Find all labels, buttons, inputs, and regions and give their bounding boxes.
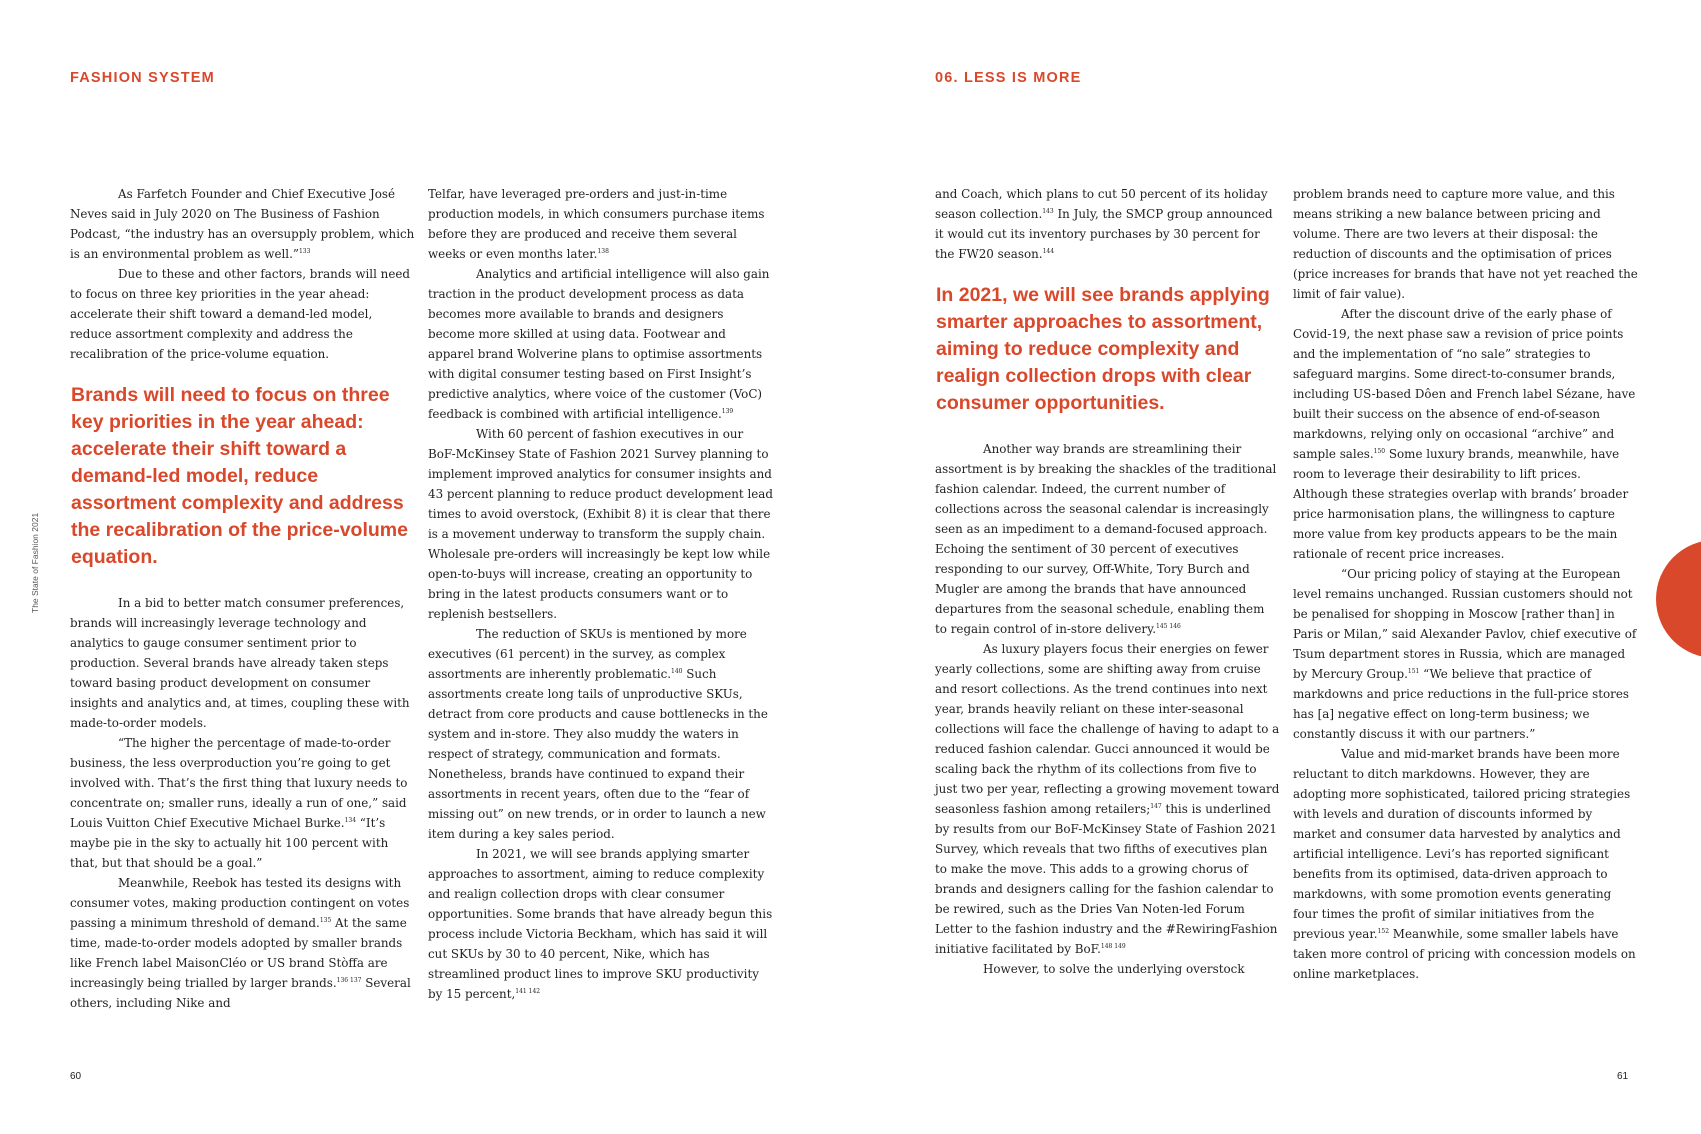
footnote-ref: 150 bbox=[1373, 448, 1386, 455]
footnote-ref: 145 146 bbox=[1156, 623, 1181, 630]
pull-quote: In 2021, we will see brands applying smarter approaches to assortment, aiming to reduce complexity and realign collection drops with clear consumer opportunities. bbox=[936, 284, 1270, 414]
paragraph: Telfar, have leveraged pre-orders and just-in-time production models, in which consumers purchase items before they are produced and receive them several weeks or even months later.$^{138}$ bbox=[428, 187, 765, 261]
page-number-right: 61 bbox=[1617, 1071, 1629, 1082]
column-2 bbox=[428, 184, 773, 1004]
paragraph: problem brands need to capture more value, and this means striking a new balance between pricing and volume. There are two levers at their disposal: the reduction of discounts and the optimisation of prices (price increases for brands that have not yet reached the limit of fair value). bbox=[1293, 187, 1638, 301]
footnote-ref: 144 bbox=[1042, 248, 1055, 255]
footnote-ref: 138 bbox=[597, 248, 609, 255]
footnote-ref: 135 bbox=[319, 917, 332, 924]
section-header-right: 06. LESS IS MORE bbox=[935, 70, 1082, 86]
paragraph: With 60 percent of fashion executives in our BoF-McKinsey State of Fashion 2021 Survey planning to implement improved analytics for consumer insights and 43 percent planning to reduce product development lead times to avoid overstock, (Exhibit 8) it is clear that there is a movement underway to transform the supply chain. Wholesale pre-orders will increasingly be kept low while open-to-buys will increase, creating an opportunity to bring in the latest products consumers want or to replenish bestsellers. bbox=[428, 427, 773, 621]
paragraph: “Our pricing policy of staying at the European level remains unchanged. Russian customers should not be penalised for shopping in Moscow [rather than] in Paris or Milan,” said Alexander Pavlov, chief executive of Tsum department stores in Russia, which are managed by Mercury Group.$^{151}$ “We believe that practice of markdowns and price reductions in the full-price stores has [a] negative effect on long-term business; we constantly discuss it with our partners.” bbox=[1293, 567, 1637, 741]
paragraph: In 2021, we will see brands applying smarter approaches to assortment, aiming to reduce complexity and realign collection drops with clear consumer opportunities. Some brands that have already begun this process include Victoria Beckham, which has said it will cut SKUs by 30 to 40 percent, Nike, which has streamlined product lines to improve SKU productivity by 15 percent,$^{141 142}$ bbox=[428, 847, 773, 1001]
paragraph: After the discount drive of the early phase of Covid-19, the next phase saw a revision of price points and the implementation of “no sale” strategies to safeguard margins. Some direct-to-consumer brands, including US-based Dôen and French label Sézane, have built their success on the absence of end-of-season markdowns, relying only on occasional “archive” and sample sales.$^{150}$ Some luxury brands, meanwhile, have room to leverage their desirability to lift prices. Although these strategies overlap with brands’ broader price harmonisation plans, the willingness to capture more value from key products appears to be the main rationale of recent price increases. bbox=[1293, 307, 1636, 561]
footnote-ref: 139 bbox=[721, 408, 734, 415]
paragraph: Meanwhile, Reebok has tested its designs with consumer votes, making production contingent on votes passing a minimum threshold of demand.$^{135}$ At the same time, made-to-order models adopted by smaller brands like French label MaisonCléo or US brand Stòffa are increasingly being trialled by larger brands.$^{136 137}$ Several others, including Nike and bbox=[70, 876, 411, 1010]
footnote-ref: 143 bbox=[1042, 208, 1054, 215]
footnote-ref: 133 bbox=[298, 248, 311, 255]
publication-side-label: The State of Fashion 2021 bbox=[30, 512, 40, 613]
section-header-left: FASHION SYSTEM bbox=[70, 70, 215, 86]
paragraph: In a bid to better match consumer preferences, brands will increasingly leverage technology and analytics to gauge consumer sentiment prior to production. Several brands have already taken steps toward basing product development on consumer insights and analytics and, at times, coupling these with made-to-order models. bbox=[70, 596, 410, 730]
paragraph: Due to these and other factors, brands will need to focus on three key priorities in the year ahead: accelerate their shift toward a demand-led model, reduce assortment complexity and address the recalibration of the price-volume equation. bbox=[70, 267, 411, 361]
paragraph: The reduction of SKUs is mentioned by more executives (61 percent) in the survey, as complex assortments are inherently problematic.$^{140}$ Such assortments create long tails of unproductive SKUs, detract from core products and cause bottlenecks in the system and in-store. They also muddy the waters in respect of strategy, communication and formats. Nonetheless, brands have continued to expand their assortments in recent years, often due to the “fear of missing out” on new trends, or in order to launch a new item during a key sales period. bbox=[428, 627, 768, 841]
paragraph: Value and mid-market brands have been more reluctant to ditch markdowns. However, they are adopting more sophisticated, tailored pricing strategies with levels and duration of discounts informed by market and consumer data harvested by analytics and artificial intelligence. Levi’s has reported significant benefits from its optimised, data-driven approach to markdowns, with some promotion events generating four times the profit of similar initiatives from the previous year.$^{152}$ Meanwhile, some smaller labels have taken more control of pricing with concession models on online marketplaces. bbox=[1293, 747, 1636, 981]
page-number-left: 60 bbox=[70, 1071, 82, 1082]
paragraph: and Coach, which plans to cut 50 percent of its holiday season collection.$^{143}$ In July, the SMCP group announced it would cut its inventory purchases by 30 percent for the FW20 season.$^{144}$ bbox=[935, 187, 1273, 261]
paragraph: However, to solve the underlying overstock bbox=[983, 962, 1245, 976]
footnote-ref: 141 142 bbox=[515, 988, 541, 995]
footnote-ref: 140 bbox=[671, 668, 683, 675]
footnote-ref: 151 bbox=[1407, 668, 1420, 675]
column-4 bbox=[1293, 184, 1638, 984]
paragraph: As luxury players focus their energies on fewer yearly collections, some are shifting away from cruise and resort collections. As the trend continues into next year, brands heavily reliant on these inter-seasonal collections will face the challenge of having to adapt to a reduced fashion calendar. Gucci announced it would be scaling back the rhythm of its collections from five to just two per year, reflecting a growing movement toward seasonless fashion among retailers;$^{147}$ this is underlined by results from our BoF-McKinsey State of Fashion 2021 Survey, which reveals that two fifths of executives plan to make the move. This adds to a growing chorus of brands and designers calling for the fashion calendar to be rewired, such as the Dries Van Noten-led Forum Letter to the fashion industry and the #RewiringFashion initiative facilitated by BoF.$^{148 149}$ bbox=[935, 642, 1280, 956]
footnote-ref: 147 bbox=[1150, 803, 1162, 810]
paragraph: As Farfetch Founder and Chief Executive José Neves said in July 2020 on The Business of Fashion Podcast, “the industry has an oversupply problem, which is an environmental problem as well.”$^{133}$ bbox=[70, 187, 415, 261]
paragraph: “The higher the percentage of made-to-order business, the less overproduction you’re going to get involved with. That’s the first thing that luxury needs to concentrate on; smaller runs, ideally a run of one,” said Louis Vuitton Chief Executive Michael Burke.$^{134}$ “It’s maybe pie in the sky to actually hit 100 percent with that, but that should be a goal.” bbox=[70, 736, 408, 870]
column-3 bbox=[935, 184, 1280, 979]
footnote-ref: 136 137 bbox=[336, 977, 362, 984]
decorative-circle bbox=[1656, 540, 1701, 658]
paragraph: Analytics and artificial intelligence will also gain traction in the product development process as data becomes more available to brands and designers become more skilled at using data. Footwear and apparel brand Wolverine plans to optimise assortments with digital consumer testing based on First Insight’s predictive analytics, where voice of the customer (VoC) feedback is combined with artificial intelligence.$^{139}$ bbox=[428, 267, 770, 421]
footnote-ref: 134 bbox=[344, 817, 357, 824]
paragraph: Another way brands are streamlining their assortment is by breaking the shackles of the traditional fashion calendar. Indeed, the current number of collections across the seasonal calendar is increasingly seen as an impediment to a demand-focused approach. Echoing the sentiment of 30 percent of executives responding to our survey, Off-White, Tory Burch and Mugler are among the brands that have announced departures from the seasonal schedule, enabling them to regain control of in-store delivery.$^{145 146}$ bbox=[935, 442, 1277, 636]
footnote-ref: 148 149 bbox=[1100, 943, 1126, 950]
pull-quote: Brands will need to focus on three key priorities in the year ahead: accelerate their shift toward a demand-led model, reduce assortment complexity and address the recalibration of the price-volume equation. bbox=[71, 384, 408, 568]
column-1 bbox=[70, 184, 415, 1013]
footnote-ref: 152 bbox=[1377, 928, 1390, 935]
